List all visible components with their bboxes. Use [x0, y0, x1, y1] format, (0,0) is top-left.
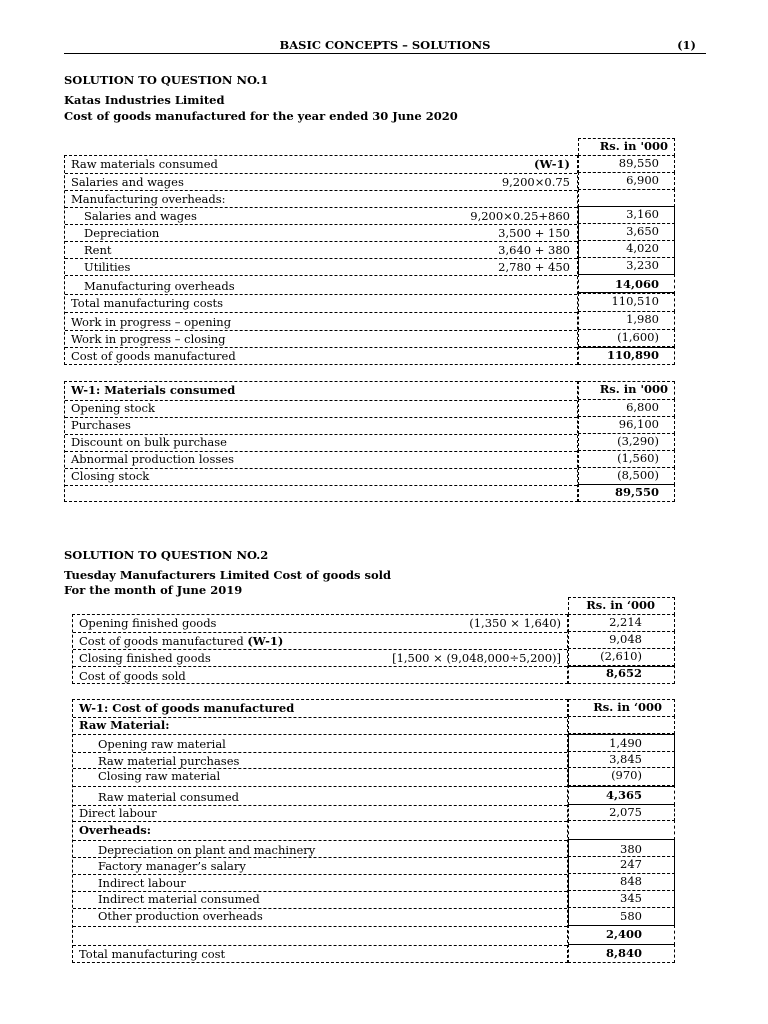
q1-table [64, 155, 578, 365]
amount-cell: 848 [568, 873, 675, 891]
amount-cell: 3,650 [578, 223, 675, 241]
q2-table [72, 614, 568, 684]
table-row: Depreciation 3,500 + 150 [65, 224, 577, 242]
amount-cell: 9,048 [568, 631, 675, 649]
table-row: Overheads: [73, 821, 567, 841]
amount-cell: 1,490 [568, 733, 675, 752]
amount-cell: 380 [568, 839, 675, 857]
amount-cell: 110,510 [578, 293, 675, 312]
table-row: Cost of goods manufactured [65, 347, 577, 366]
table-row: Indirect material consumed [73, 891, 567, 909]
table-row: Total manufacturing cost [73, 945, 567, 964]
column-header: Rs. in '000 [578, 381, 675, 400]
table-row [65, 485, 577, 503]
q2-w1-amount-column [568, 699, 675, 963]
amount-cell: 6,900 [578, 172, 675, 190]
table-row: Manufacturing overheads [65, 275, 577, 295]
column-header: Rs. in ‘000 [568, 699, 675, 717]
amount-cell: 3,845 [568, 751, 675, 768]
table-row: Raw material consumed [73, 786, 567, 806]
q1-w1-amount-column [578, 381, 675, 502]
amount-cell: 2,214 [568, 614, 675, 632]
table-row: Cost of goods manufactured (W-1) [73, 632, 567, 650]
table-row: Raw material purchases [73, 752, 567, 769]
amount-cell: 6,800 [578, 399, 675, 417]
q1-subtitle: Cost of goods manufactured for the year ended 30 June 2020 [64, 109, 458, 123]
amount-cell: (3,290) [578, 433, 675, 451]
table-row: Purchases [65, 417, 577, 435]
table-row: Salaries and wages 9,200×0.75 [65, 173, 577, 191]
amount-cell [568, 716, 675, 734]
amount-cell: 3,160 [578, 206, 675, 224]
header-title: BASIC CONCEPTS – SOLUTIONS [279, 38, 491, 52]
table-row: Work in progress – opening [65, 312, 577, 331]
table-row: Cost of goods sold [73, 666, 567, 685]
table-row: Total manufacturing costs [65, 294, 577, 313]
table-row: Manufacturing overheads: [65, 190, 577, 208]
page-header [64, 37, 706, 54]
amount-cell: 8,652 [568, 665, 675, 684]
table-row: Depreciation on plant and machinery [73, 840, 567, 858]
amount-cell: 247 [568, 856, 675, 874]
amount-cell: 89,550 [578, 484, 675, 502]
table-row: Indirect labour [73, 874, 567, 892]
q2-subtitle: For the month of June 2019 [64, 583, 243, 597]
amount-cell: (1,600) [578, 329, 675, 347]
amount-cell: 345 [568, 890, 675, 908]
table-row: Work in progress – closing [65, 330, 577, 348]
table-row: Opening raw material [73, 734, 567, 753]
amount-cell: 8,840 [568, 944, 675, 963]
amount-cell: 2,400 [568, 925, 675, 945]
table-row: Raw materials consumed (W-1) [71, 157, 570, 171]
amount-cell: (2,610) [568, 648, 675, 666]
table-row: Factory manager’s salary [73, 857, 567, 875]
amount-cell: 110,890 [578, 346, 675, 365]
column-header: Rs. in ‘000 [568, 597, 675, 615]
page-number: (1) [677, 38, 696, 52]
q1-company: Katas Industries Limited [64, 93, 225, 107]
table-row: Opening stock [65, 400, 577, 418]
table-row: Closing finished goods [1,500 × (9,048,000÷5,200)] [73, 649, 567, 667]
table-row: Raw Material: [73, 717, 567, 735]
q2-heading: SOLUTION TO QUESTION NO.2 [64, 548, 269, 562]
table-row: Closing raw material [73, 768, 567, 787]
table-row: Opening finished goods (1,350 × 1,640) [79, 616, 561, 630]
column-header: Rs. in '000 [578, 138, 675, 156]
table-row: W-1: Cost of goods manufactured [79, 701, 295, 715]
table-row: Rent 3,640 + 380 [65, 241, 577, 259]
table-row: W-1: Materials consumed [71, 383, 236, 397]
table-row: Other production overheads [73, 908, 567, 927]
amount-cell: (8,500) [578, 467, 675, 485]
amount-cell: 96,100 [578, 416, 675, 434]
table-row: Utilities 2,780 + 450 [65, 258, 577, 276]
table-row: Direct labour [73, 805, 567, 822]
amount-cell: 2,075 [568, 804, 675, 821]
table-row: Closing stock [65, 468, 577, 486]
q2-amount-column [568, 597, 675, 684]
table-row: Salaries and wages 9,200×0.25+860 [65, 207, 577, 225]
q2-w1-table [72, 699, 568, 963]
amount-cell [568, 820, 675, 840]
q1-w1-table [64, 381, 578, 502]
amount-cell: 1,980 [578, 311, 675, 330]
amount-cell: (970) [568, 767, 675, 786]
amount-cell: 14,060 [578, 274, 675, 294]
amount-cell: (1,560) [578, 450, 675, 468]
amount-cell: 580 [568, 907, 675, 926]
amount-cell: 4,365 [568, 785, 675, 805]
amount-cell: 3,230 [578, 257, 675, 275]
q2-company: Tuesday Manufacturers Limited Cost of goods sold [64, 568, 392, 582]
table-row: Abnormal production losses [65, 451, 577, 469]
amount-cell [578, 189, 675, 207]
amount-cell: 4,020 [578, 240, 675, 258]
amount-cell: 89,550 [578, 155, 675, 173]
q1-heading: SOLUTION TO QUESTION NO.1 [64, 73, 269, 87]
q1-amount-column [578, 138, 675, 365]
table-row [73, 926, 567, 946]
table-row: Discount on bulk purchase [65, 434, 577, 452]
